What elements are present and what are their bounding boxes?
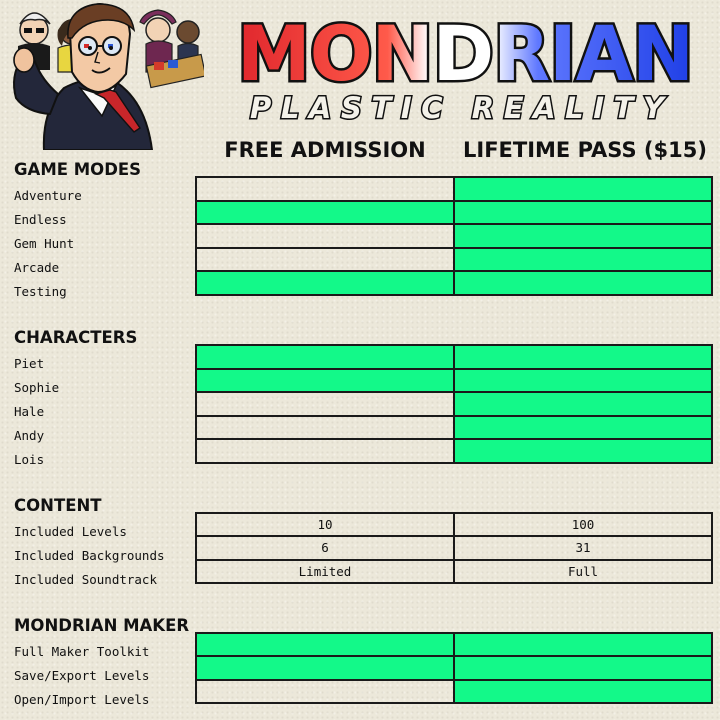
table-row (197, 438, 711, 462)
table-row (197, 178, 711, 200)
table-row (197, 514, 711, 535)
row-label-hale: Hale (14, 404, 45, 419)
cell-save-export-levels-free (197, 657, 453, 678)
table-row (197, 346, 711, 368)
column-header-free: FREE ADMISSION (224, 138, 426, 162)
section-title-content: CONTENT (14, 496, 102, 515)
cell-gem-hunt-lifetime (453, 225, 711, 247)
cell-testing-free (197, 272, 453, 294)
row-label-testing: Testing (14, 284, 67, 299)
value-soundtrack-free: Limited (298, 563, 352, 579)
game-logo (230, 14, 700, 124)
row-label-andy: Andy (14, 428, 45, 443)
cell-full-maker-toolkit-lifetime (453, 634, 711, 655)
cell-hale-lifetime (453, 393, 711, 415)
value-levels-lifetime: 100 (453, 514, 711, 535)
cell-lois-lifetime (453, 440, 711, 462)
row-label-sophie: Sophie (14, 380, 60, 395)
section-title-game-modes: GAME MODES (14, 160, 142, 179)
game-modes-grid (195, 176, 713, 296)
column-header-lifetime: LIFETIME PASS ($15) (463, 138, 707, 162)
table-row (197, 535, 711, 558)
cell-lois-free (197, 440, 453, 462)
table-row (197, 368, 711, 392)
characters-illustration (8, 2, 204, 150)
table-row (197, 634, 711, 655)
cell-sophie-lifetime (453, 370, 711, 392)
value-levels-free: 10 (317, 517, 333, 533)
row-label-endless: Endless (14, 212, 67, 227)
row-label-lois: Lois (14, 452, 45, 467)
cell-andy-lifetime (453, 417, 711, 439)
table-row (197, 200, 711, 224)
cell-andy-free (197, 417, 453, 439)
cell-save-export-levels-lifetime (453, 657, 711, 678)
logo-title: MONDRIAN (237, 14, 693, 98)
row-label-included-soundtrack: Included Soundtrack (14, 572, 157, 587)
row-label-open-import-levels: Open/Import Levels (14, 692, 150, 707)
row-label-full-maker-toolkit: Full Maker Toolkit (14, 644, 150, 659)
row-label-arcade: Arcade (14, 260, 60, 275)
characters-grid (195, 344, 713, 464)
cell-adventure-free (197, 178, 453, 200)
cell-arcade-free (197, 249, 453, 271)
table-row (197, 223, 711, 247)
cell-arcade-lifetime (453, 249, 711, 271)
cell-open-import-levels-lifetime (453, 681, 711, 702)
table-row (197, 655, 711, 678)
table-row (197, 679, 711, 702)
cell-open-import-levels-free (197, 681, 453, 702)
row-label-included-backgrounds: Included Backgrounds (14, 548, 165, 563)
logo-subtitle: PLASTIC REALITY (250, 91, 680, 124)
cell-endless-free (197, 202, 453, 224)
cell-hale-free (197, 393, 453, 415)
row-label-adventure: Adventure (14, 188, 82, 203)
table-row (197, 247, 711, 271)
value-backgrounds-lifetime: 31 (453, 537, 711, 558)
cell-testing-lifetime (453, 272, 711, 294)
row-label-piet: Piet (14, 356, 45, 371)
value-backgrounds-free: 6 (321, 540, 329, 556)
section-title-mondrian-maker: MONDRIAN MAKER (14, 616, 190, 635)
cell-gem-hunt-free (197, 225, 453, 247)
cell-full-maker-toolkit-free (197, 634, 453, 655)
maker-grid (195, 632, 713, 704)
table-row (197, 559, 711, 582)
table-row (197, 415, 711, 439)
cell-piet-lifetime (453, 346, 711, 368)
value-soundtrack-lifetime: Full (453, 561, 711, 582)
row-label-save-export-levels: Save/Export Levels (14, 668, 150, 683)
content-grid (195, 512, 713, 584)
row-label-included-levels: Included Levels (14, 524, 127, 539)
cell-endless-lifetime (453, 202, 711, 224)
cell-sophie-free (197, 370, 453, 392)
table-row (197, 270, 711, 294)
section-title-characters: CHARACTERS (14, 328, 138, 347)
row-label-gem-hunt: Gem Hunt (14, 236, 75, 251)
table-row (197, 391, 711, 415)
cell-piet-free (197, 346, 453, 368)
cell-adventure-lifetime (453, 178, 711, 200)
